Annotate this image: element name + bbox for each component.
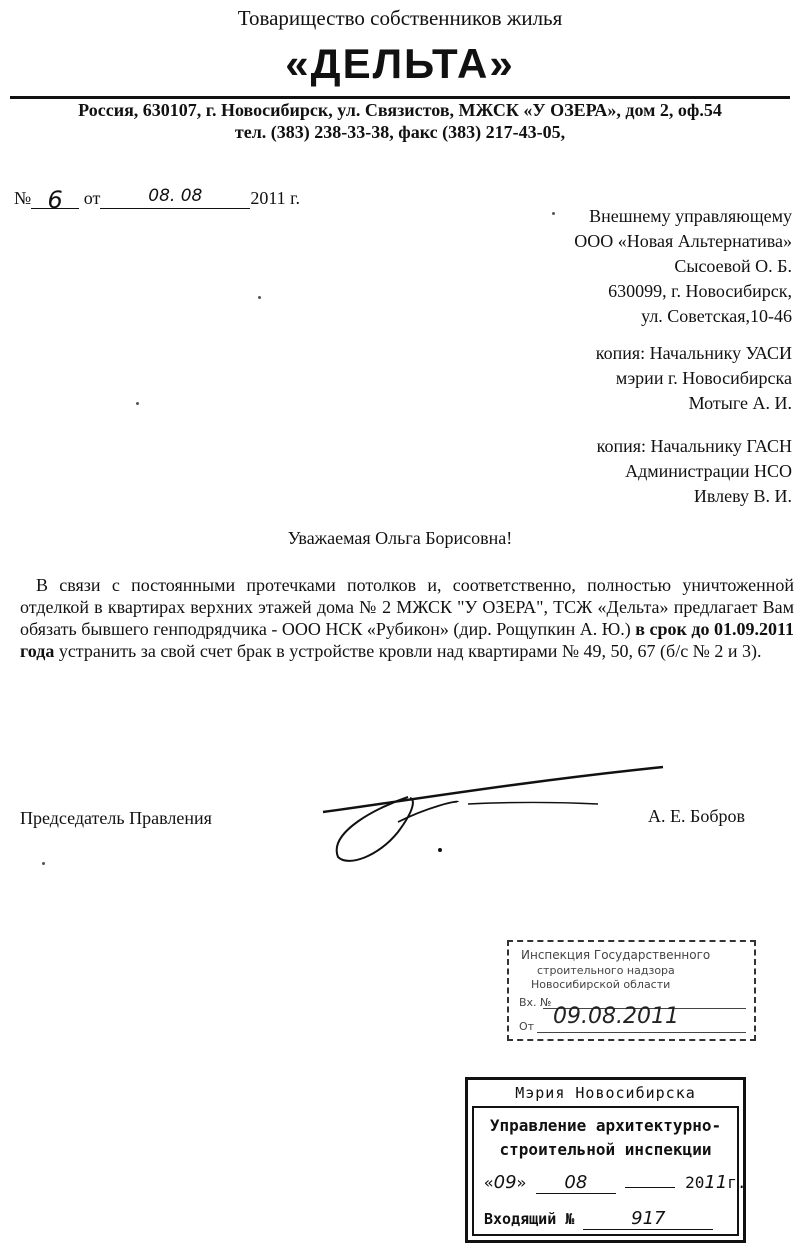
stamp-date: 09.08.2011	[553, 1004, 679, 1029]
recipient-line: мэрии г. Новосибирска	[615, 368, 792, 388]
header-divider	[10, 96, 790, 99]
stamp-line: Управление архитектурно-	[489, 1116, 722, 1135]
signatory-title: Председатель Правления	[20, 808, 212, 828]
letter-body	[20, 574, 794, 662]
recipient-line: Мотыге А. И.	[688, 393, 792, 413]
stamp-month: 08	[536, 1172, 616, 1194]
reference-line	[14, 186, 301, 214]
stamp-year-prefix: 20	[685, 1173, 705, 1192]
recipient-block-copy-gasn	[597, 434, 792, 509]
stamp-line: Инспекция Государственного	[521, 948, 711, 962]
recipient-line: копия: Начальнику УАСИ	[595, 343, 792, 363]
recipient-line: копия: Начальнику ГАСН	[596, 436, 792, 456]
inspection-registration-stamp	[507, 940, 756, 1041]
incoming-number: 917	[583, 1208, 713, 1230]
recipient-line: Сысоевой О. Б.	[674, 256, 792, 276]
recipient-block-main	[574, 204, 792, 329]
stamp-day: 09	[493, 1172, 517, 1193]
stamp-year-suffix: 11	[704, 1172, 728, 1193]
mayoralty-registration-stamp	[465, 1077, 746, 1243]
recipient-block-copy-uasi	[596, 341, 792, 416]
handwritten-signature	[318, 762, 678, 872]
date-value: 08. 08	[100, 186, 250, 209]
stamp-date-row: «09» 08 2011г.	[484, 1172, 747, 1193]
stamp-incoming-row	[484, 1208, 713, 1230]
body-deadline: в срок до 01.09.2011 года	[20, 619, 794, 661]
recipient-line: ООО «Новая Альтернатива»	[574, 231, 792, 251]
stamp-line: Новосибирской области	[531, 978, 671, 991]
recipient-line: 630099, г. Новосибирск,	[608, 281, 792, 301]
stamp-line: строительного надзора	[537, 964, 675, 977]
stamp-header: Мэрия Новосибирска	[515, 1084, 696, 1102]
organization-address: Россия, 630107, г. Новосибирск, ул. Связистов, МЖСК «У ОЗЕРА», дом 2, оф.54	[78, 100, 722, 120]
organization-type: Товарищество собственников жилья	[237, 6, 563, 30]
body-text-part1: В связи с постоянными протечками потолков и, соответственно, полностью уничтоженной отделкой в квартирах верхних этажей дома № 2 МЖСК "У ОЗЕРА", ТСЖ «Дельта» предлагает Вам обязать бывшего генподрядчика - ООО НСК «Рубикон» (дир. Рощупкин А. Ю.)	[20, 575, 794, 639]
recipient-line: ул. Советская,10-46	[641, 306, 792, 326]
number-value: 6	[31, 186, 79, 209]
stamp-year-unit: г.	[727, 1173, 747, 1192]
signatory-name: А. Е. Бобров	[648, 806, 745, 826]
from-label: От	[519, 1020, 535, 1033]
organization-phones: тел. (383) 238-33-38, факс (383) 217-43-05,	[234, 122, 566, 142]
body-text-part2: устранить за свой счет брак в устройстве кровли над квартирами № 49, 50, 67 (б/с № 2 и 3).	[54, 641, 762, 661]
number-label: №	[14, 188, 32, 208]
organization-name: «ДЕЛЬТА»	[285, 40, 515, 87]
recipient-line: Внешнему управляющему	[589, 206, 792, 226]
stamp-line: строительной инспекции	[499, 1140, 712, 1159]
salutation: Уважаемая Ольга Борисовна!	[287, 528, 513, 548]
recipient-line: Администрации НСО	[625, 461, 792, 481]
year-text: 2011 г.	[250, 188, 301, 208]
incoming-label: Вх. №	[519, 996, 552, 1009]
incoming-label: Входящий №	[484, 1210, 575, 1228]
from-label: от	[83, 188, 101, 208]
recipient-line: Ивлеву В. И.	[693, 486, 792, 506]
